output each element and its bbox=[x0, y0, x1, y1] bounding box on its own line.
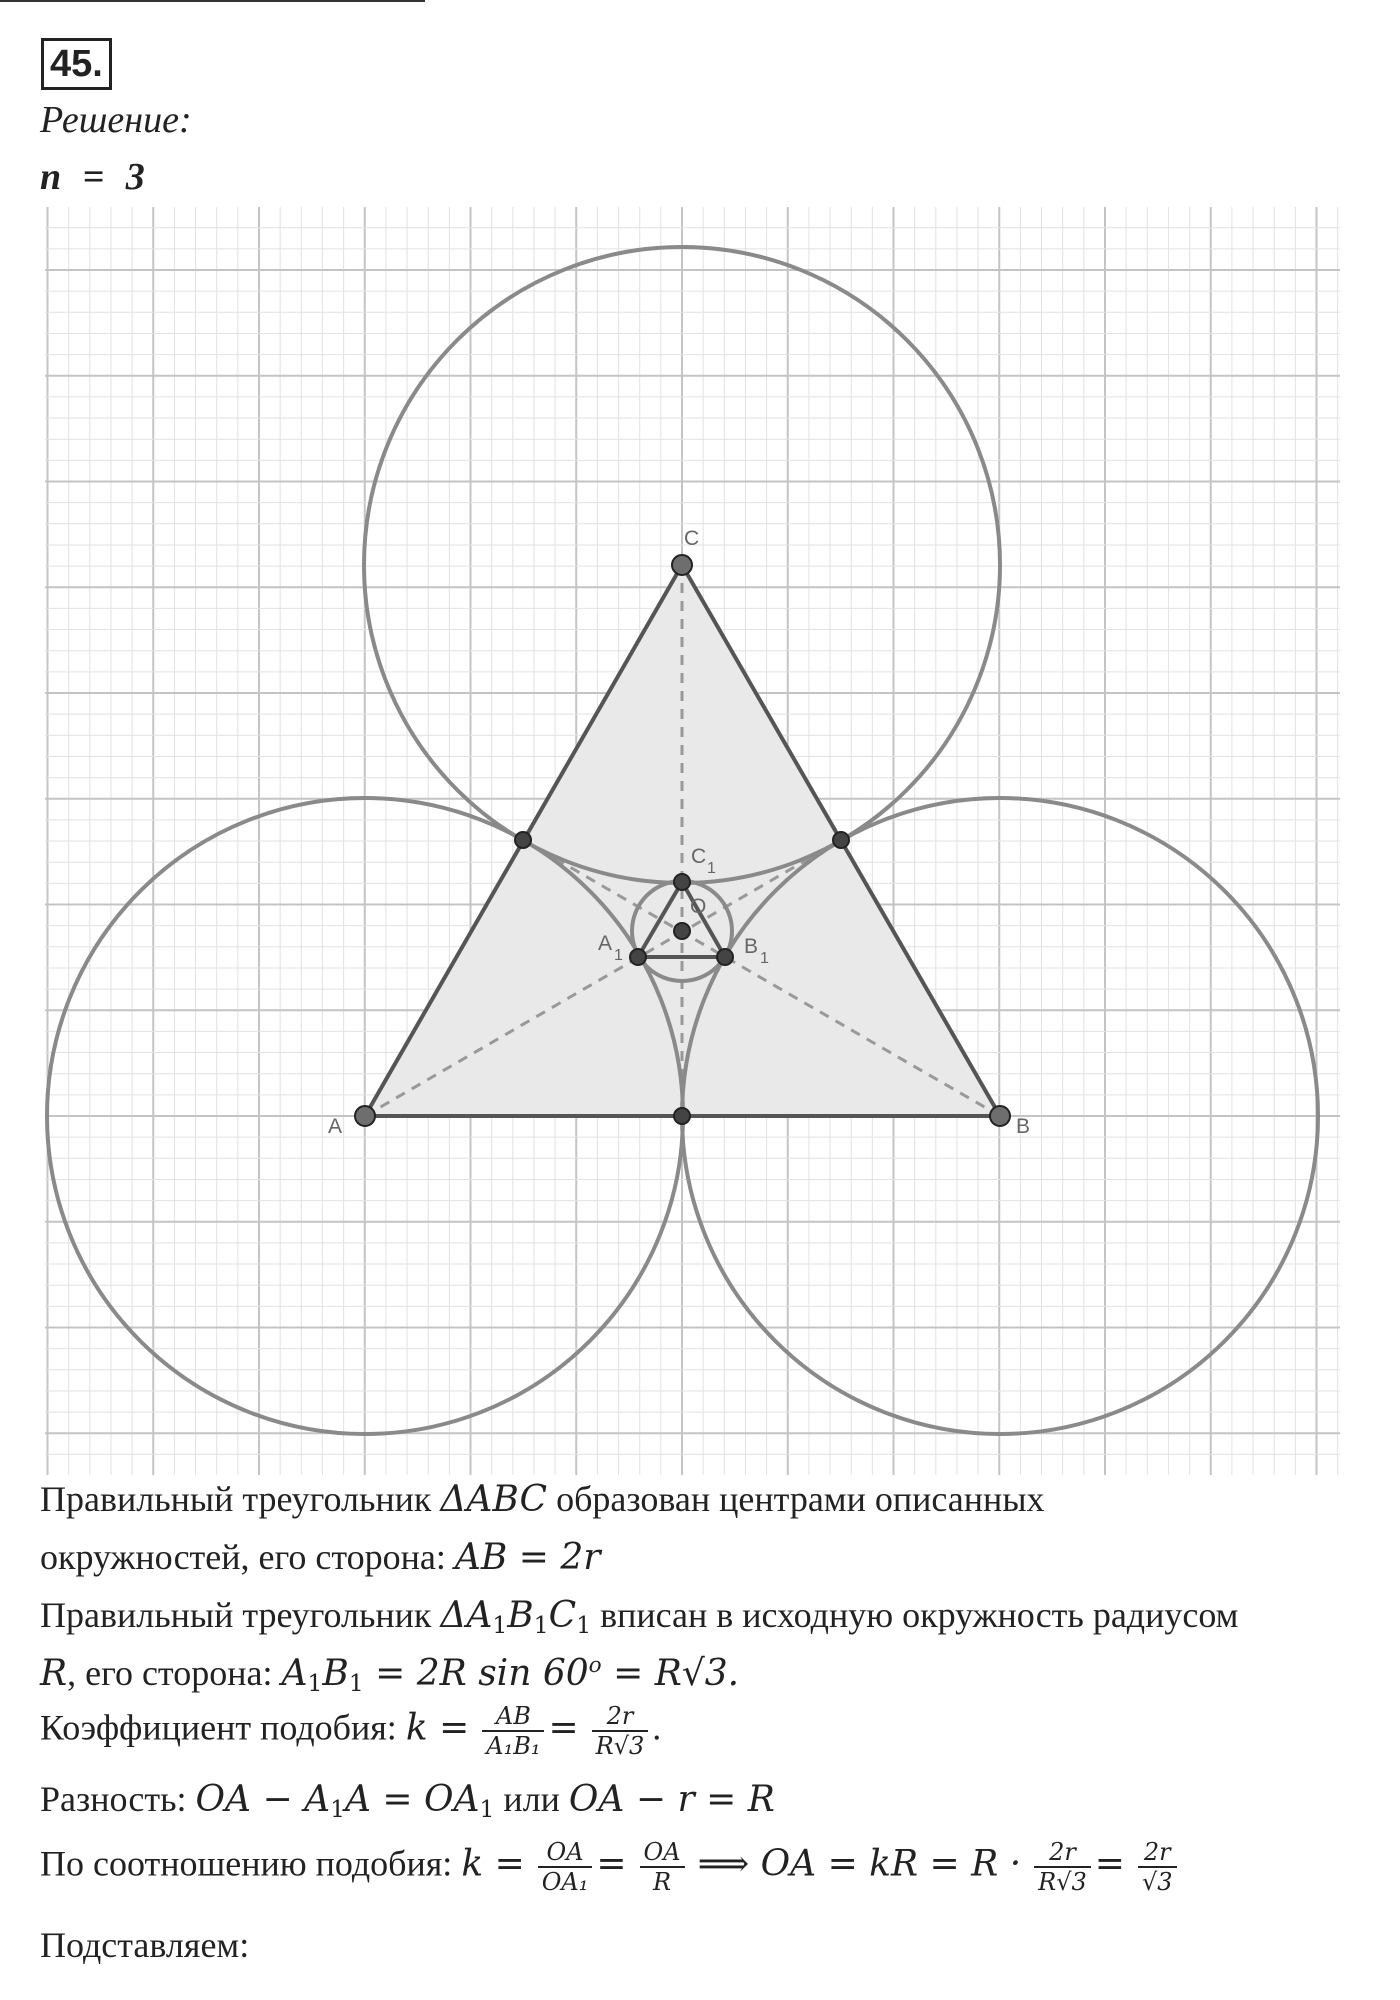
point-a1 bbox=[630, 949, 646, 965]
fraction-2r: $\frac{2r}{R√3}$ bbox=[592, 1702, 649, 1760]
n-equation: n = 3 bbox=[40, 156, 151, 198]
fraction-2r-r3: $\frac{2r}{R√3}$ bbox=[1034, 1838, 1091, 1896]
point-tangent-right bbox=[833, 832, 849, 848]
point-tangent-left bbox=[515, 832, 531, 848]
label-b: B bbox=[1016, 1115, 1031, 1138]
solution-heading: Решение: bbox=[40, 99, 192, 141]
point-o bbox=[674, 923, 690, 939]
label-c: C bbox=[684, 527, 700, 550]
label-b1-sub: 1 bbox=[760, 950, 769, 967]
point-tangent-bottom bbox=[674, 1108, 690, 1124]
label-a: A bbox=[328, 1115, 343, 1138]
text-line-1: Правильный треугольник ΔABC образован центрами описанных bbox=[40, 1479, 1045, 1520]
fraction-oa-oa1: $\frac{OA}{\text{OA₁}}$ bbox=[538, 1838, 593, 1896]
point-a bbox=[355, 1106, 375, 1126]
problem-number: 45. bbox=[41, 38, 112, 90]
label-o: O bbox=[690, 895, 707, 918]
text-line-3: Правильный треугольник $\Delta A_1B_1C_1$ вписан в исходную окружность радиусом bbox=[40, 1595, 1239, 1639]
point-c bbox=[672, 555, 692, 575]
label-a1-sub: 1 bbox=[614, 947, 623, 964]
geometry-figure bbox=[0, 200, 1400, 1490]
point-c1 bbox=[674, 874, 690, 890]
fraction-2r-3: $\frac{2r}{√3}$ bbox=[1138, 1838, 1177, 1896]
text-line-4: R, его сторона: $A_1B_1 = 2R$ $\sin 60^o = R√3$. bbox=[40, 1653, 740, 1697]
text-line-5: Коэффициент подобия: k = $\frac{AB}{\text{A₁B₁}}$ = $\frac{2r}{R√3}$ . bbox=[40, 1702, 662, 1760]
point-b bbox=[990, 1106, 1010, 1126]
text-line-7: По соотношению подобия: k = $\frac{OA}{\text{OA₁}}$ = $\frac{OA}{R}$ ⟹ OA = kR = R · $\frac{2r}{R√3}$ = $\frac{2r}{√3}$ bbox=[40, 1838, 1181, 1896]
point-b1 bbox=[717, 949, 733, 965]
top-rule bbox=[0, 0, 425, 2]
text-line-8: Подставляем: bbox=[40, 1925, 250, 1965]
label-a1: A bbox=[598, 932, 613, 955]
text-line-2: окружностей, его сторона: AB = 2r bbox=[40, 1537, 601, 1578]
label-b1: B bbox=[744, 935, 759, 958]
fraction-oa-r: $\frac{OA}{R}$ bbox=[640, 1838, 685, 1896]
text-line-6: Разность: OA − $A_1A = OA_1$ или OA − r = R bbox=[40, 1779, 775, 1823]
label-c1: C bbox=[691, 845, 707, 868]
label-c1-sub: 1 bbox=[707, 860, 716, 877]
fraction-ab: $\frac{AB}{\text{A₁B₁}}$ bbox=[482, 1702, 544, 1760]
